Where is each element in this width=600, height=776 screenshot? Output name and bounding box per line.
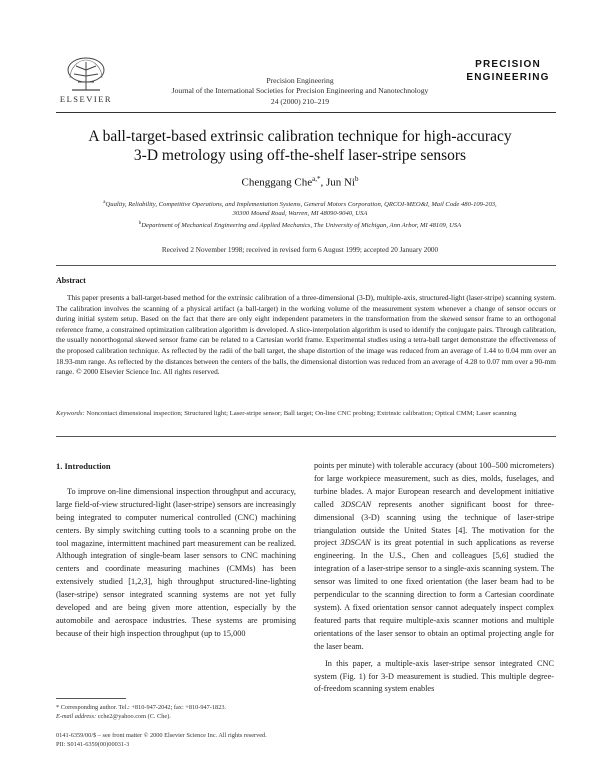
- publisher-name: ELSEVIER: [59, 94, 113, 104]
- footnote: [56, 703, 296, 721]
- keywords-label: Keywords:: [56, 410, 85, 417]
- author-2-affiliation-mark: b: [354, 175, 359, 183]
- copyright-block: [56, 731, 556, 749]
- intro-paragraph-1: To improve on-line dimensional inspection throughput and accuracy, large field-of-view structured-light (laser-stripe) sensors are increasingly being integrated to computer numerical controlled (CNC) machining centers. By simply switching cutting tools to a scanning probe on the tool magazine, intermittent machined part measurement can be realized. Although integration of single-beam laser sensors to CNC machining centers and coordinate measuring machines (CMMs) has been extensively studied [1,2,3], high throughput structured-line-lighting (laser-stripe) sensor integrated scanning systems are not yet fully developed and are being given more attention, especially by the automobile and aerospace industries. These systems are promising because of their high inspection throughput (up to 15,000: [56, 486, 296, 638]
- header-divider: [56, 112, 556, 113]
- paragraph-text: points per minute) with tolerable accuracy (about 100–500 micrometers) for large workpiece measurement, such as dies, molds, fuselages, and turbine blades. A major European research and development initiative called: [314, 461, 554, 509]
- intro-paragraph-1-continued: [314, 460, 554, 654]
- author-1-affiliation-mark: a,*: [312, 175, 321, 183]
- elsevier-tree-icon: [64, 56, 108, 94]
- affiliation-a-line-1: Quality, Reliability, Competitive Operations, and Implementation Systems, General Motors Corporation, QRCOI-MEO&I, Mail Code 480-109-203,: [105, 201, 497, 209]
- volume-info: 24 (2000) 210–219: [270, 96, 330, 106]
- abstract-text: This paper presents a ball-target-based method for the extrinsic calibration of a three-dimensional (3-D), multiple-axis, structured-light (laser-stripe) scanning system. The calibration involves the scanning of a physical artifact (a ball-target) in the working volume of the measurement system whenever a change of sensor occurs or during initial system setup. Based on the fact that there are only eight independent parameters in the transformation from the skewed sensor frame to an orthogonal reference frame, a constrained optimization calibration algorithm is developed. A slice-interpolation algorithm is used to identify the conjugate pairs. Through calibration, the usually nonorthogonal skewed sensor frame can be related to a Cartesian world frame. Experimental studies using a tetra-ball target demonstrate the effectiveness of the proposed calibration technique. As reflected by the radii of the ball target, the shape distortion of the image was reduced from an average of 1.44 to 0.04 mm over an 18.93-mm range. As reflected by the distances between the centers of the balls, the dimensional distortion was reduced from an average of 4.28 to 0.07 mm over a 90-mm range. © 2000 Elsevier Science Inc. All rights reserved.: [56, 293, 556, 377]
- title-line-1: A ball-target-based extrinsic calibration technique for high-accuracy: [88, 128, 512, 145]
- keywords-list: Noncontact dimensional inspection; Structured light; Laser-stripe sensor; Ball target; On-line CNC probing; Extrinsic calibration; Optical CMM; Laser scanning: [86, 410, 517, 417]
- email-value: cche2@yahoo.com (C. Che).: [96, 713, 171, 720]
- received-dates: Received 2 November 1998; received in revised form 6 August 1999; accepted 20 January 2000: [161, 246, 439, 254]
- journal-full-name: Journal of the International Societies for Precision Engineering and Nanotechnology: [171, 86, 429, 96]
- journal-logo: [462, 58, 554, 84]
- project-name: 3DSCAN: [340, 538, 371, 548]
- body-column-right: [314, 460, 554, 696]
- section-heading-introduction: 1. Introduction: [56, 461, 111, 471]
- journal-logo-line1: PRECISION: [475, 59, 541, 70]
- abstract-top-divider: [56, 265, 556, 266]
- affiliation-b-line-1: Department of Mechanical Engineering and Applied Mechanics, The University of Michigan, Ann Arbor, MI 48109, USA: [141, 221, 462, 229]
- affiliation-b: [60, 219, 540, 230]
- affiliation-a: [60, 198, 540, 209]
- body-column-left: [56, 460, 296, 641]
- corresponding-author-note: * Corresponding author. Tel.: +810-947-2042; fax: +810-947-1823.: [56, 704, 227, 711]
- affiliation-a-label: a: [103, 200, 106, 205]
- email-note: [56, 712, 296, 721]
- journal-header: [150, 76, 450, 107]
- keywords: [56, 409, 556, 419]
- pii-line: PII: S0141-6359(00)00031-3: [56, 741, 130, 748]
- author-2: Jun Ni: [325, 176, 355, 189]
- abstract-heading: Abstract: [56, 276, 86, 285]
- abstract-bottom-divider: [56, 436, 556, 437]
- article-title: [60, 127, 540, 165]
- author-separator: ,: [320, 176, 326, 189]
- affiliations: [60, 198, 540, 230]
- project-name: 3DSCAN: [340, 499, 372, 509]
- affiliation-b-label: b: [138, 220, 142, 226]
- journal-logo-line2: ENGINEERING: [466, 72, 550, 83]
- title-line-2: 3-D metrology using off-the-shelf laser-stripe sensors: [133, 147, 467, 164]
- author-list: [60, 175, 540, 189]
- footnote-divider: [56, 698, 126, 699]
- author-1: Chenggang Che: [241, 176, 313, 189]
- issn-line: 0141-6359/00/$ – see front matter © 2000 Elsevier Science Inc. All rights reserved.: [56, 732, 267, 739]
- paragraph-text: is its great potential in such applications as reverse engineering. In the U.S., Chen and colleagues [5,6] studied the integration of a laser-stripe sensor to a single-axis scanning system. The sensor was limited to one fixed orientation (the laser beam had to be perpendicular to the scanning direction to form a Cartesian coordinate system). A fixed orientation sensor cannot adequately inspect complex featured parts that require multiple-axis scanner motions and multiple orientations of the laser sensor to obtain an optimal projecting angle for the laser beam.: [314, 538, 554, 651]
- intro-paragraph-2: In this paper, a multiple-axis laser-stripe sensor integrated CNC system (Fig. 1) for 3-D measurement is studied. This multiple degree-of-freedom scanning system enables: [314, 658, 554, 694]
- publisher-logo: [56, 56, 116, 106]
- affiliation-a-line-2: 30300 Mound Road, Warren, MI 48090-9040, USA: [232, 210, 368, 218]
- email-label: E-mail address:: [56, 713, 97, 720]
- journal-name: Precision Engineering: [266, 76, 334, 85]
- paragraph-text: represents another significant boost for three-dimensional (3-D) scanning using the technique of laser-stripe triangulation outside the United States [4]. The motivation for the project: [314, 499, 554, 548]
